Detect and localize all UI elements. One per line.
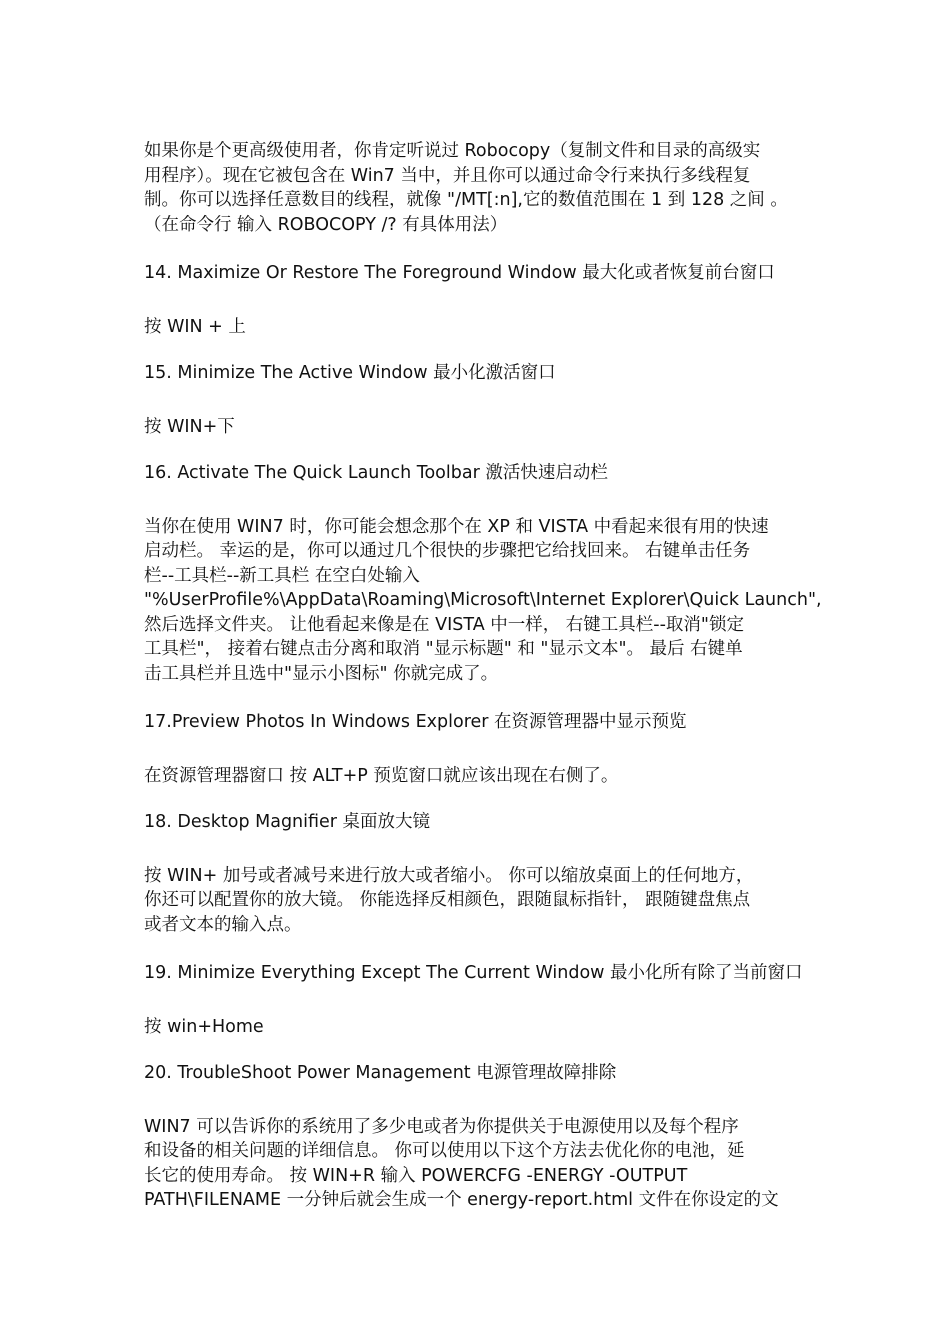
body-line: 你还可以配置你的放大镜。 你能选择反相颜色，跟随鼠标指针， 跟随键盘焦点 — [144, 890, 751, 910]
body-line: 按 WIN+ 加号或者减号来进行放大或者缩小。 你可以缩放桌面上的任何地方， — [144, 865, 754, 886]
document-content — [144, 139, 822, 1237]
section-17-heading: 17.Preview Photos In Windows Explorer 在资源管理器中显示预览 — [144, 712, 687, 732]
body-line: 工具栏"， 接着右键点击分离和取消 "显示标题" 和 "显示文本"。 最后 右键单 — [144, 639, 743, 659]
section-19-body: 按 win+Home — [144, 1016, 264, 1037]
section-17-body: 在资源管理器窗口 按 ALT+P 预览窗口就应该出现在右侧了。 — [144, 765, 619, 786]
body-line: 长它的使用寿命。 按 WIN+R 输入 POWERCFG -ENERGY -OUTPUT — [144, 1165, 688, 1186]
section-16-heading: 16. Activate The Quick Launch Toolbar 激活快速启动栏 — [144, 463, 608, 483]
section-15-body: 按 WIN+下 — [144, 416, 235, 437]
body-line: "%UserProfile%\AppData\Roaming\Microsoft\Internet Explorer\Quick Launch", — [144, 590, 822, 610]
body-line: 当你在使用 WIN7 时，你可能会想念那个在 XP 和 VISTA 中看起来很有用的快速 — [144, 516, 769, 537]
intro-line: 用程序）。现在它被包含在 Win7 当中，并且你可以通过命令行来执行多线程复 — [144, 165, 751, 186]
intro-line: 制。你可以选择任意数目的线程，就像 "/MT[:n],它的数值范围在 1 到 128 之间 。 — [144, 190, 788, 210]
body-line: 和设备的相关问题的详细信息。 你可以使用以下这个方法去优化你的电池，延 — [144, 1141, 745, 1161]
section-16-body — [144, 515, 822, 687]
section-20-heading: 20. TroubleShoot Power Management 电源管理故障排除 — [144, 1063, 617, 1083]
section-20-body — [144, 1115, 816, 1213]
section-19-heading: 19. Minimize Everything Except The Current Window 最小化所有除了当前窗口 — [144, 963, 803, 983]
section-14-body: 按 WIN + 上 — [144, 316, 246, 337]
intro-line: （在命令行 输入 ROBOCOPY /? 有具体用法） — [144, 214, 508, 235]
section-18-body — [144, 864, 816, 938]
section-15-heading: 15. Minimize The Active Window 最小化激活窗口 — [144, 363, 556, 383]
body-line: WIN7 可以告诉你的系统用了多少电或者为你提供关于电源使用以及每个程序 — [144, 1116, 739, 1137]
body-line: 然后选择文件夹。 让他看起来像是在 VISTA 中一样， 右键工具栏--取消"锁定 — [144, 614, 744, 635]
intro-paragraph — [144, 139, 816, 237]
section-14-heading: 14. Maximize Or Restore The Foreground Window 最大化或者恢复前台窗口 — [144, 263, 775, 283]
body-line: 栏--工具栏--新工具栏 在空白处输入 — [144, 565, 420, 586]
section-18-heading: 18. Desktop Magnifier 桌面放大镜 — [144, 812, 431, 832]
body-line: 击工具栏并且选中"显示小图标" 你就完成了。 — [144, 663, 499, 684]
body-line: PATH\FILENAME 一分钟后就会生成一个 energy-report.html 文件在你设定的文 — [144, 1190, 779, 1210]
body-line: 或者文本的输入点。 — [144, 914, 302, 935]
intro-line: 如果你是个更高级使用者，你肯定听说过 Robocopy（复制文件和目录的高级实 — [144, 141, 761, 161]
body-line: 启动栏。 幸运的是，你可以通过几个很快的步骤把它给找回来。 右键单击任务 — [144, 541, 751, 561]
